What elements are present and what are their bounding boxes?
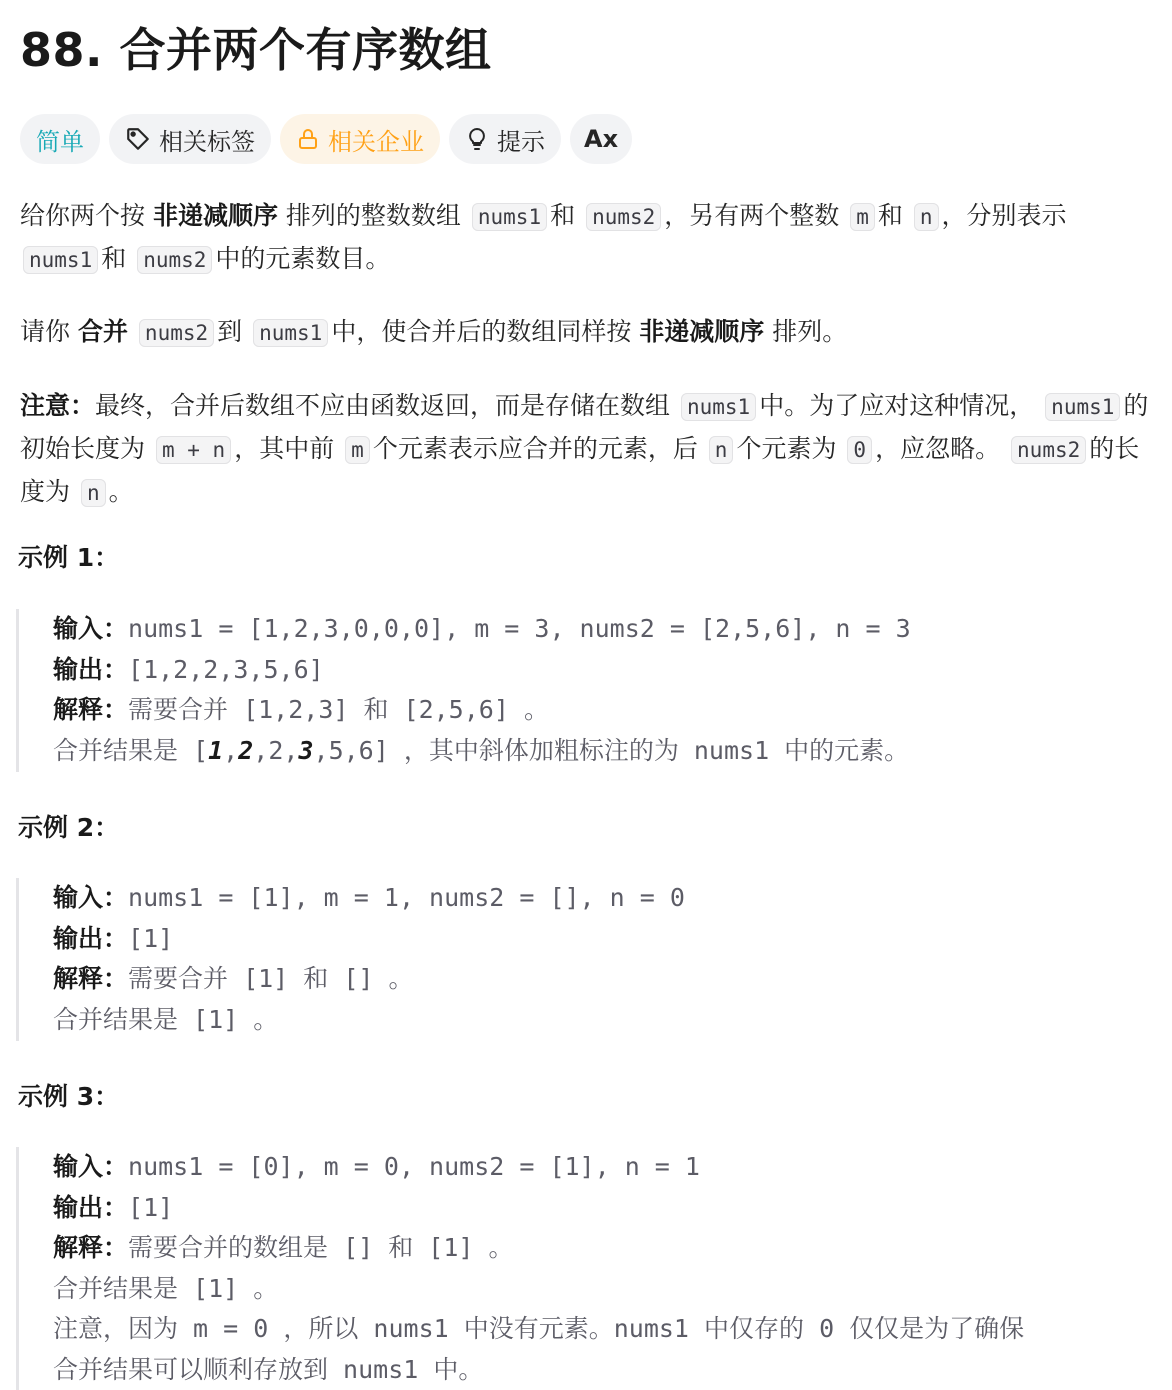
hint-label: 提示 (497, 127, 545, 156)
example-extra: 合并结果是 [1] 。 (53, 1004, 279, 1034)
highlight-number: 3 (298, 735, 314, 765)
desc-text: 中的元素数目。 (215, 244, 391, 273)
description-paragraph-1 (20, 195, 1155, 281)
desc-text: 排列。 (764, 317, 848, 346)
inline-code: nums2 (137, 246, 212, 274)
hint-button[interactable] (449, 114, 561, 164)
inline-code: m + n (156, 436, 231, 464)
example-line (53, 1147, 1024, 1188)
example-line (53, 731, 911, 772)
output-label: 输出： (53, 654, 129, 684)
example-line (53, 1228, 1024, 1269)
example-line (53, 1000, 685, 1041)
example-extra: ,2, (253, 735, 299, 765)
lightbulb-icon (465, 126, 489, 152)
inline-code: nums2 (139, 319, 214, 347)
related-companies-button[interactable] (280, 114, 440, 164)
example-output: [1,2,2,3,5,6] (128, 654, 324, 684)
related-companies-label: 相关企业 (328, 127, 424, 156)
example-1-title: 示例 1： (18, 543, 120, 572)
tag-bar (20, 114, 632, 164)
example-output: [1] (128, 1192, 174, 1222)
desc-bold: 非递减顺序 (639, 317, 765, 346)
translate-icon: Ax (584, 125, 619, 153)
inline-code: m (345, 436, 370, 464)
highlight-number: 1 (208, 735, 224, 765)
example-extra: 合并结果是 [ (53, 735, 209, 765)
example-2-block (16, 878, 685, 1041)
inline-code: m (850, 203, 875, 231)
example-extra: 合并结果可以顺利存放到 nums1 中。 (53, 1354, 484, 1384)
example-line (53, 690, 911, 731)
example-line (53, 1269, 1024, 1310)
inline-code: nums1 (681, 393, 756, 421)
inline-code: nums2 (1011, 436, 1086, 464)
example-line (53, 1350, 1024, 1390)
desc-text: ，另有两个整数 (664, 201, 840, 230)
example-line (53, 1309, 1024, 1350)
tag-icon (125, 126, 151, 152)
difficulty-badge[interactable] (20, 114, 100, 164)
example-1-block (16, 609, 911, 772)
inline-code: nums1 (253, 319, 328, 347)
desc-text: 到 (217, 317, 243, 346)
output-label: 输出： (53, 1192, 129, 1222)
example-line (53, 878, 685, 919)
output-label: 输出： (53, 923, 129, 953)
inline-code: nums1 (472, 203, 547, 231)
desc-text: 请你 (20, 317, 78, 346)
description-note (20, 385, 1155, 514)
example-output: [1] (128, 923, 174, 953)
desc-text: 个元素表示应合并的元素，后 (372, 434, 698, 463)
example-2-title: 示例 2： (18, 813, 120, 842)
inline-code: nums1 (23, 246, 98, 274)
example-extra: ,5,6] ，其中斜体加粗标注的为 nums1 中的元素。 (313, 735, 910, 765)
input-label: 输入： (53, 1152, 129, 1181)
example-explain: 需要合并的数组是 [] 和 [1] 。 (128, 1233, 514, 1262)
desc-text: ，其中前 (234, 434, 335, 463)
lock-icon (296, 126, 320, 152)
note-label: 注意： (20, 391, 96, 420)
inline-code: n (709, 436, 734, 464)
example-extra: 合并结果是 [1] 。 (53, 1273, 279, 1303)
desc-text: ，分别表示 (941, 201, 1067, 230)
desc-text: 排列的整数数组 (277, 201, 461, 230)
example-extra: 注意，因为 m = 0 ，所以 nums1 中没有元素。nums1 中仅存的 0 仅仅是为了确保 (53, 1314, 1025, 1343)
explain-label: 解释： (53, 964, 129, 993)
related-tags-button[interactable] (109, 114, 271, 164)
example-line (53, 609, 911, 650)
example-3-block (16, 1147, 1024, 1390)
desc-text: 和 (877, 201, 903, 230)
example-line (53, 959, 685, 1000)
inline-code: nums1 (1045, 393, 1120, 421)
desc-text: 。 (108, 477, 134, 506)
related-tags-label: 相关标签 (159, 127, 255, 156)
example-line (53, 1188, 1024, 1229)
desc-text: ，应忽略。 (875, 434, 1001, 463)
example-3-title: 示例 3： (18, 1082, 120, 1111)
desc-text: 给你两个按 (20, 201, 153, 230)
highlight-number: 2 (238, 735, 254, 765)
desc-text: 最终，合并后数组不应由函数返回，而是存储在数组 (95, 391, 671, 420)
example-line (53, 650, 911, 691)
inline-code: nums2 (586, 203, 661, 231)
example-line (53, 919, 685, 960)
desc-text: 的初始长度为 (20, 391, 1149, 463)
example-input: nums1 = [0], m = 0, nums2 = [1], n = 1 (128, 1152, 700, 1181)
inline-code: 0 (847, 436, 872, 464)
explain-label: 解释： (53, 695, 129, 724)
inline-code: n (914, 203, 939, 231)
desc-text: 中，使合并后的数组同样按 (331, 317, 640, 346)
example-explain: 需要合并 [1] 和 [] 。 (128, 964, 414, 993)
desc-text: 个元素为 (736, 434, 837, 463)
translate-button[interactable] (570, 114, 632, 164)
desc-bold: 非递减顺序 (152, 201, 278, 230)
explain-label: 解释： (53, 1233, 129, 1262)
example-input: nums1 = [1,2,3,0,0,0], m = 3, nums2 = [2,5,6], n = 3 (128, 614, 911, 643)
input-label: 输入： (53, 883, 129, 912)
difficulty-label: 简单 (36, 127, 84, 156)
inline-code: n (81, 479, 106, 507)
example-input: nums1 = [1], m = 1, nums2 = [], n = 0 (128, 883, 685, 912)
desc-text: 的长度为 (20, 434, 1140, 506)
desc-bold: 合并 (77, 317, 128, 346)
desc-text: 和 (550, 201, 576, 230)
problem-title: 88. 合并两个有序数组 (20, 23, 492, 77)
input-label: 输入： (53, 614, 129, 643)
desc-text: 中。为了应对这种情况， (759, 391, 1035, 420)
example-explain: 需要合并 [1,2,3] 和 [2,5,6] 。 (128, 695, 549, 724)
example-extra: , (223, 735, 239, 765)
desc-text: 和 (101, 244, 127, 273)
description-paragraph-2 (20, 311, 1155, 354)
